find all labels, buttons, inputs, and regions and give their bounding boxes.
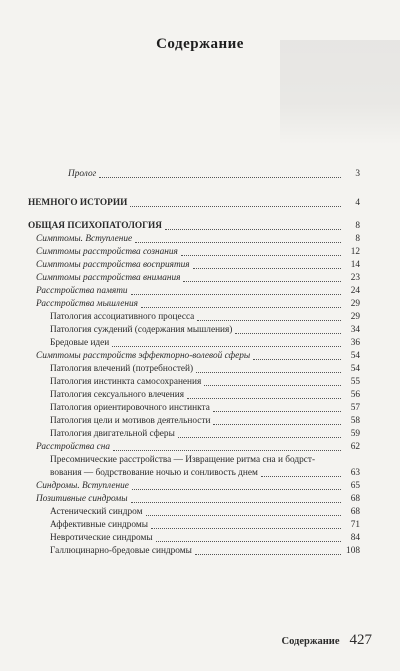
dot-leader (183, 281, 341, 282)
toc-entry-page: 68 (350, 507, 360, 517)
toc-entry-page: 63 (350, 468, 360, 478)
toc-entry-page: 8 (355, 221, 360, 231)
toc-entry-symptoms-intro[interactable] (28, 233, 360, 246)
toc-entry-label: Патология ориентировочного инстинкта (50, 403, 210, 413)
dot-leader (181, 255, 341, 256)
toc-entry-perception[interactable] (28, 259, 360, 272)
toc-entry-neurotic[interactable] (28, 532, 360, 545)
dot-leader (235, 333, 341, 334)
toc-entry-thinking[interactable] (28, 298, 360, 311)
dot-leader (146, 515, 341, 516)
dot-leader (99, 177, 341, 178)
toc-entry-label: Патология инстинкта самосохранения (50, 377, 202, 387)
dot-leader (178, 437, 341, 438)
toc-entry-sleep[interactable] (28, 441, 360, 454)
toc-entry-page: 65 (350, 481, 360, 491)
dot-leader (213, 411, 341, 412)
dot-leader (197, 320, 341, 321)
toc-entry-label: Патология влечений (потребностей) (50, 364, 194, 374)
dot-leader (141, 307, 341, 308)
toc-entry-label: ОБЩАЯ ПСИХОПАТОЛОГИЯ (28, 221, 162, 231)
toc-entry-label-line2: вования — бодрствование ночью и сонливость днем (50, 468, 258, 478)
toc-entry-page: 29 (350, 299, 360, 309)
toc-entry-page: 58 (350, 416, 360, 426)
toc-entry-label: Пролог (68, 169, 97, 179)
toc-entry-page: 3 (355, 169, 360, 179)
toc-entry-motor[interactable] (28, 428, 360, 441)
toc-entry-page: 14 (350, 260, 360, 270)
toc-entry-label: Патология двигательной сферы (50, 429, 175, 439)
dot-leader (151, 528, 341, 529)
toc-entry-label: Патология суждений (содержания мышления) (50, 325, 233, 335)
dot-leader (213, 424, 341, 425)
toc-entry-orient[interactable] (28, 402, 360, 415)
toc-entry-label: Расстройства памяти (36, 286, 128, 296)
toc-entry-label-line1: Пресомнические расстройства — Извращение ритма сна и бодрст- (50, 455, 316, 465)
toc-entry-label: Астенический синдром (50, 507, 143, 517)
toc-entry-label: Патология цели и мотивов деятельности (50, 416, 211, 426)
dot-leader (135, 242, 341, 243)
toc-entry-syndromes-intro[interactable] (28, 480, 360, 493)
toc-entry-label: Патология сексуального влечения (50, 390, 185, 400)
toc-entry-page: 57 (350, 403, 360, 413)
toc-entry-page: 56 (350, 390, 360, 400)
toc-entry-volition[interactable] (28, 350, 360, 363)
toc-entry-page: 23 (350, 273, 360, 283)
toc-entry-selfpres[interactable] (28, 376, 360, 389)
dot-leader (131, 294, 341, 295)
toc-entry-page: 24 (350, 286, 360, 296)
toc-entry-page: 54 (350, 351, 360, 361)
toc-entry-page: 108 (346, 546, 360, 556)
dot-leader (204, 385, 341, 386)
toc-entry-general[interactable] (28, 220, 360, 233)
toc-entry-page: 12 (350, 247, 360, 257)
page-footer (282, 632, 372, 649)
page-number: 427 (349, 632, 372, 648)
page-title: Содержание (156, 36, 244, 52)
toc-entry-attention[interactable] (28, 272, 360, 285)
toc-entry-page: 55 (350, 377, 360, 387)
toc-entry-goals[interactable] (28, 415, 360, 428)
dot-leader (131, 502, 341, 503)
dot-leader (165, 229, 341, 230)
dot-leader (112, 346, 341, 347)
dot-leader (113, 450, 341, 451)
toc-entry-halluc[interactable] (28, 545, 360, 558)
toc-entry-label: Бредовые идеи (50, 338, 110, 348)
toc-entry-label: Симптомы расстройства восприятия (36, 260, 190, 270)
toc-entry-label: Симптомы расстройства внимания (36, 273, 181, 283)
toc-entry-asthenic[interactable] (28, 506, 360, 519)
toc-entry-page: 62 (350, 442, 360, 452)
toc-entry-label: Симптомы расстройств эффекторно-волевой сферы (36, 351, 251, 361)
table-of-contents (28, 168, 360, 558)
bleed-through-text (280, 40, 400, 145)
toc-entry-page: 8 (355, 234, 360, 244)
toc-entry-label: Позитивные синдромы (36, 494, 128, 504)
toc-entry-page: 29 (350, 312, 360, 322)
toc-entry-label: Расстройства мышления (36, 299, 138, 309)
toc-entry-label: Расстройства сна (36, 442, 111, 452)
toc-entry-label: Синдромы. Вступление (36, 481, 129, 491)
toc-entry-label: НЕМНОГО ИСТОРИИ (28, 198, 128, 208)
toc-entry-positive[interactable] (28, 493, 360, 506)
toc-entry-consciousness[interactable] (28, 246, 360, 259)
toc-entry-page: 34 (350, 325, 360, 335)
toc-entry-label: Симптомы расстройства сознания (36, 247, 178, 257)
toc-entry-judgments[interactable] (28, 324, 360, 337)
toc-entry-page: 36 (350, 338, 360, 348)
toc-entry-sexual[interactable] (28, 389, 360, 402)
dot-leader (132, 489, 341, 490)
dot-leader (156, 541, 341, 542)
dot-leader (196, 372, 341, 373)
toc-entry-page: 84 (350, 533, 360, 543)
toc-entry-label: Патология ассоциативного процесса (50, 312, 195, 322)
toc-entry-history[interactable] (28, 197, 360, 210)
toc-entry-label: Аффективные синдромы (50, 520, 149, 530)
dot-leader (261, 476, 341, 477)
toc-entry-page: 4 (355, 198, 360, 208)
dot-leader (195, 554, 341, 555)
toc-entry-page: 59 (350, 429, 360, 439)
dot-leader (253, 359, 341, 360)
toc-entry-affective[interactable] (28, 519, 360, 532)
toc-entry-drives[interactable] (28, 363, 360, 376)
toc-entry-page: 71 (350, 520, 360, 530)
toc-entry-page: 68 (350, 494, 360, 504)
dot-leader (193, 268, 341, 269)
dot-leader (130, 206, 341, 207)
toc-entry-prolog[interactable] (28, 168, 360, 181)
toc-entry-memory[interactable] (28, 285, 360, 298)
toc-entry-delusions[interactable] (28, 337, 360, 350)
dot-leader (187, 398, 341, 399)
toc-entry-label: Симптомы. Вступление (36, 234, 133, 244)
toc-entry-label: Галлюцинарно-бредовые синдромы (50, 546, 192, 556)
toc-entry-associative[interactable] (28, 311, 360, 324)
running-footer-title: Содержание (281, 636, 340, 647)
toc-entry-page: 54 (350, 364, 360, 374)
toc-entry-presomnic[interactable] (28, 454, 360, 480)
toc-entry-label: Невротические синдромы (50, 533, 153, 543)
